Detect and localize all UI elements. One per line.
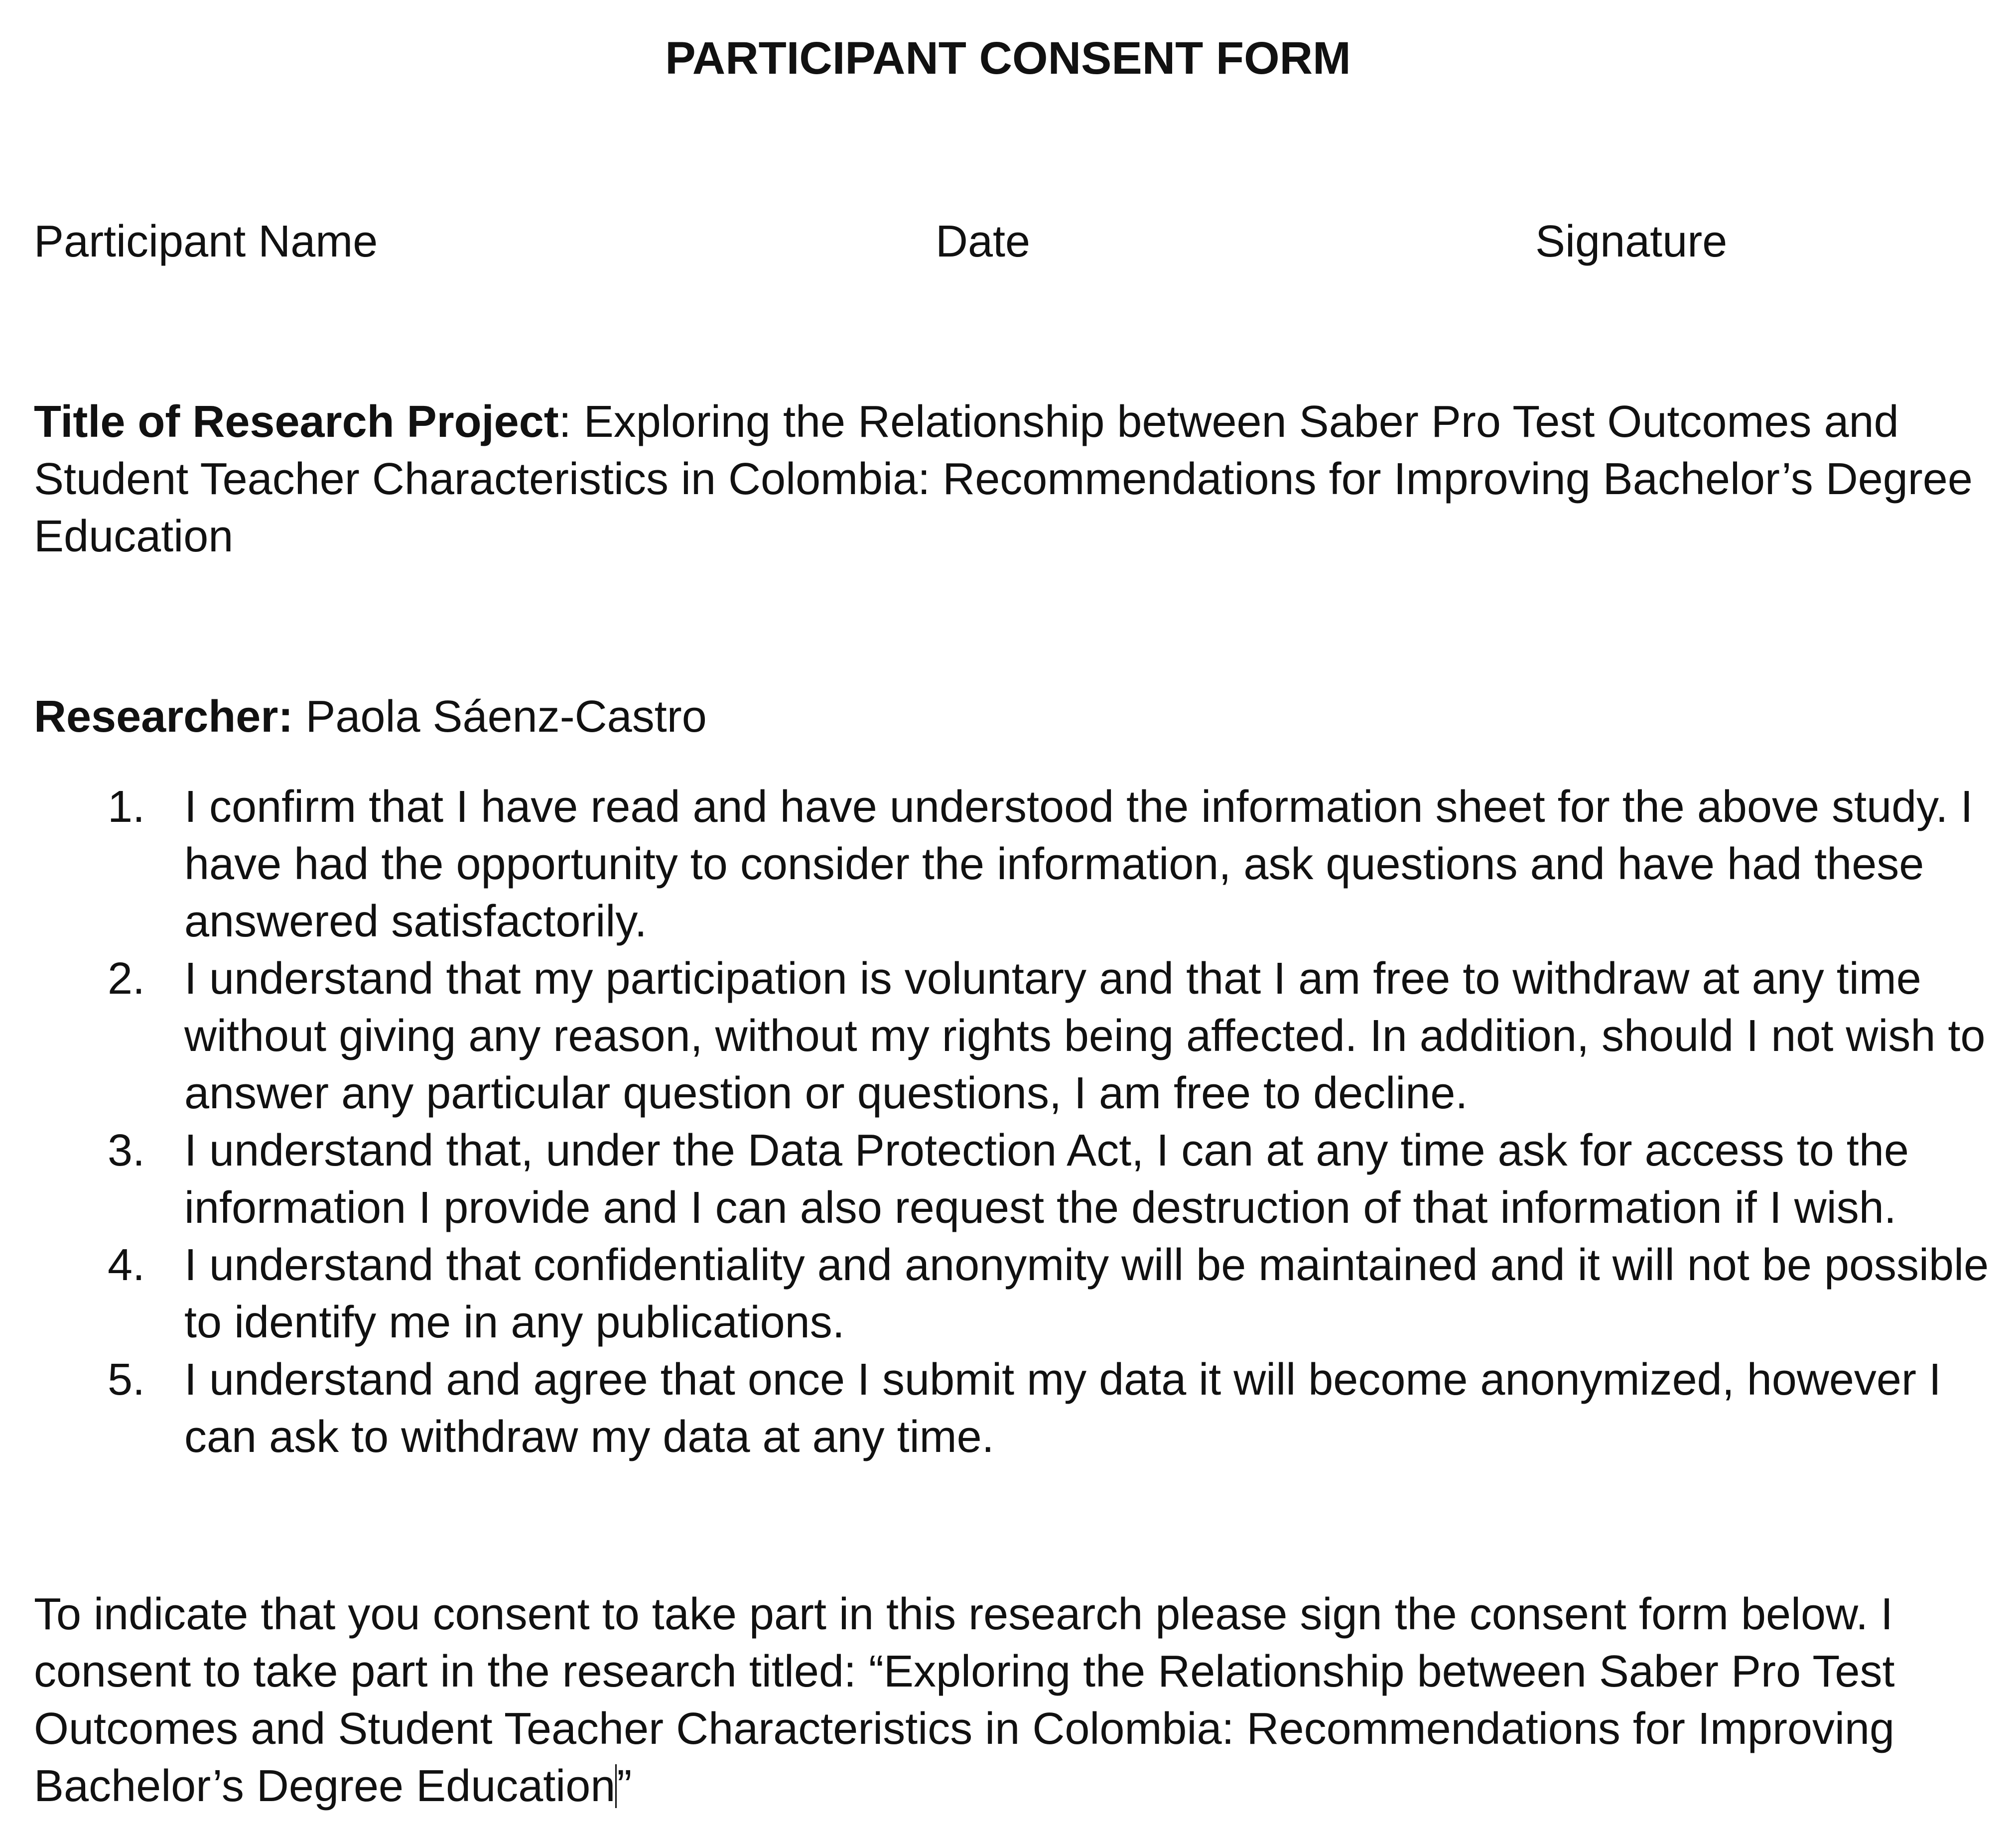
closing-statement[interactable]: [34, 1586, 1992, 1815]
signature-label: Signature: [1535, 217, 1728, 266]
closing-quote: ”: [617, 1761, 632, 1811]
researcher-line: [34, 688, 1992, 746]
consent-item-number: 3.: [108, 1126, 145, 1175]
consent-item-text: I confirm that I have read and have understood the information sheet for the above study. I have had the opportunity to consider the information, ask questions and have had these answered satisfactorily.: [184, 782, 1973, 946]
consent-item-text: I understand that my participation is voluntary and that I am free to withdraw at any time without giving any reason, without my rights being affected. In addition, should I not wish to answer any particular question or questions, I am free to decline.: [184, 954, 1986, 1118]
project-title-paragraph: [34, 393, 1992, 565]
date-label: Date: [936, 217, 1031, 266]
consent-item-number: 1.: [108, 782, 145, 832]
participant-name-label: Participant Name: [34, 217, 378, 266]
consent-item: [34, 1237, 2002, 1351]
project-title-label: Title of Research Project: [34, 397, 559, 447]
consent-item-number: 4.: [108, 1240, 145, 1290]
consent-statements-list: [34, 779, 2002, 1466]
consent-item-number: 2.: [108, 954, 145, 1004]
consent-item: [34, 1122, 2002, 1237]
researcher-name: Paola Sáenz-Castro: [293, 692, 707, 742]
consent-item-text: I understand and agree that once I submit my data it will become anonymized, however I can ask to withdraw my data at any time.: [184, 1355, 1941, 1462]
consent-item: [34, 779, 2002, 950]
researcher-label: Researcher:: [34, 692, 293, 742]
consent-item: [34, 1351, 2002, 1466]
project-title-separator: :: [558, 397, 584, 447]
closing-statement-text: To indicate that you consent to take part in this research please sign the consent form below. I consent to take part in the research titled: “Exploring the Relationship between Saber Pro Test Outcomes and Student Teacher Characteristics in Colombia: Recommendations for Improving Bachelor’s Degree Education: [34, 1589, 1895, 1811]
consent-item-text: I understand that confidentiality and anonymity will be maintained and it will not be possible to identify me in any publications.: [184, 1240, 1989, 1347]
project-title-value: Exploring the Relationship between Saber Pro Test Outcomes and Student Teacher Characteristics in Colombia: Recommendations for Improving Bachelor’s Degree Education: [34, 397, 1973, 561]
consent-item-text: I understand that, under the Data Protection Act, I can at any time ask for access to the information I provide and I can also request the destruction of that information if I wish.: [184, 1126, 1909, 1233]
consent-item: [34, 950, 2002, 1122]
consent-item-number: 5.: [108, 1355, 145, 1405]
form-title: PARTICIPANT CONSENT FORM: [665, 33, 1351, 84]
